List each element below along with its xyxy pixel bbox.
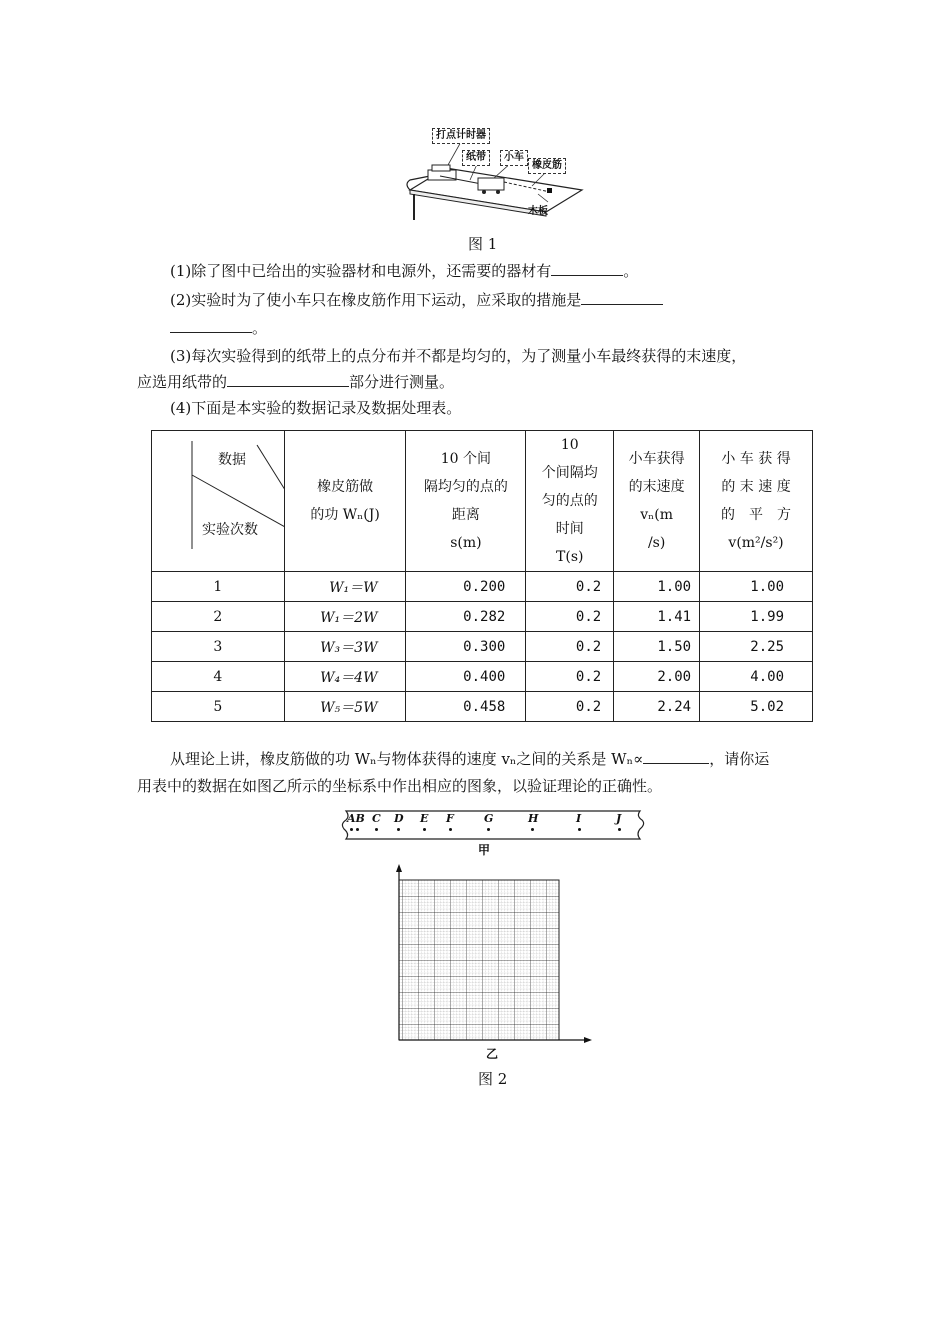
header-time: 10 个间隔均 匀的点的 时间 T(s) — [526, 431, 614, 572]
graph-paper — [386, 864, 592, 1044]
tape-point-c: C — [372, 812, 381, 825]
theory-line-1: 从理论上讲，橡皮筋做的功 Wₙ与物体获得的速度 vₙ之间的关系是 Wₙ∝ ，请你运 — [170, 747, 769, 770]
tape-dot — [423, 828, 426, 831]
theory-line-2: 用表中的数据在如图乙所示的坐标系中作出相应的图象，以验证理论的正确性。 — [137, 777, 663, 795]
header-velocity: 小车获得 的末速度 vₙ(m /s) — [614, 431, 700, 572]
tape-dot — [578, 828, 581, 831]
tape-point-ab: AB — [347, 812, 365, 825]
tape-dot — [356, 828, 359, 831]
tape-point-g: G — [484, 812, 494, 825]
tape-outline — [336, 808, 654, 842]
paper-tape — [336, 808, 654, 842]
graph-caption: 乙 — [486, 1047, 499, 1061]
table-row: 2 W₁＝2W 0.282 0.2 1.41 1.99 — [152, 602, 813, 632]
question-4: (4)下面是本实验的数据记录及数据处理表。 — [170, 399, 462, 417]
figure-1-caption: 图 1 — [468, 235, 498, 253]
tape-point-e: E — [420, 812, 429, 825]
question-1: (1)除了图中已给出的实验器材和电源外，还需要的器材有 。 — [170, 259, 638, 282]
answer-blank-3[interactable] — [227, 370, 349, 387]
answer-blank-2a[interactable] — [581, 288, 663, 305]
question-3-line-2: 应选用纸带的 部分进行测量。 — [137, 370, 454, 393]
graph-grid — [386, 864, 592, 1044]
corner-label-trial: 实验次数 — [202, 522, 258, 538]
table-row: 1 W₁＝W 0.200 0.2 1.00 1.00 — [152, 572, 813, 602]
tape-dot — [375, 828, 378, 831]
table-row: 3 W₃＝3W 0.300 0.2 1.50 2.25 — [152, 632, 813, 662]
table-row: 4 W₄＝4W 0.400 0.2 2.00 4.00 — [152, 662, 813, 692]
tape-point-h: H — [528, 812, 539, 825]
corner-label-data: 数据 — [218, 452, 246, 468]
answer-blank-1[interactable] — [551, 259, 623, 276]
tape-point-f: F — [446, 812, 454, 825]
question-2-cont: 。 — [170, 316, 267, 339]
corner-header-cell — [152, 431, 285, 572]
tape-dot — [449, 828, 452, 831]
tape-point-i: I — [576, 812, 582, 825]
question-3-line-1: (3)每次实验得到的纸带上的点分布并不都是均匀的，为了测量小车最终获得的末速度， — [170, 347, 747, 365]
tape-caption: 甲 — [478, 843, 491, 857]
tape-dot — [531, 828, 534, 831]
label-tape: 纸带 — [462, 150, 490, 166]
header-work: 橡皮筋做 的功 Wₙ(J) — [284, 431, 406, 572]
answer-blank-2b[interactable] — [170, 316, 252, 333]
tape-dot — [350, 828, 353, 831]
label-cart: 小车 — [500, 150, 528, 166]
label-timer: 打点计时器 — [432, 128, 490, 144]
tape-point-j: J — [616, 812, 622, 825]
tape-dot — [487, 828, 490, 831]
label-board: 木板 — [528, 206, 548, 217]
table-row: 5 W₅＝5W 0.458 0.2 2.24 5.02 — [152, 692, 813, 722]
table-header-row — [152, 431, 813, 572]
question-2: (2)实验时为了使小车只在橡皮筋作用下运动，应采取的措施是 — [170, 288, 663, 311]
figure-1-apparatus — [400, 124, 590, 224]
label-rubber: 橡皮筋 — [528, 158, 566, 174]
data-table — [151, 430, 813, 722]
tape-point-d: D — [394, 812, 404, 825]
figure-2-caption: 图 2 — [478, 1070, 508, 1088]
apparatus-drawing — [400, 124, 590, 224]
header-distance: 10 个间 隔均匀的点的 距离 s(m) — [406, 431, 526, 572]
tape-dot — [397, 828, 400, 831]
answer-blank-4[interactable] — [643, 747, 709, 764]
header-velocity-squared: 小 车 获 得 的 末 速 度 的 平 方 v(m²/s²) — [700, 431, 813, 572]
tape-dot — [618, 828, 621, 831]
